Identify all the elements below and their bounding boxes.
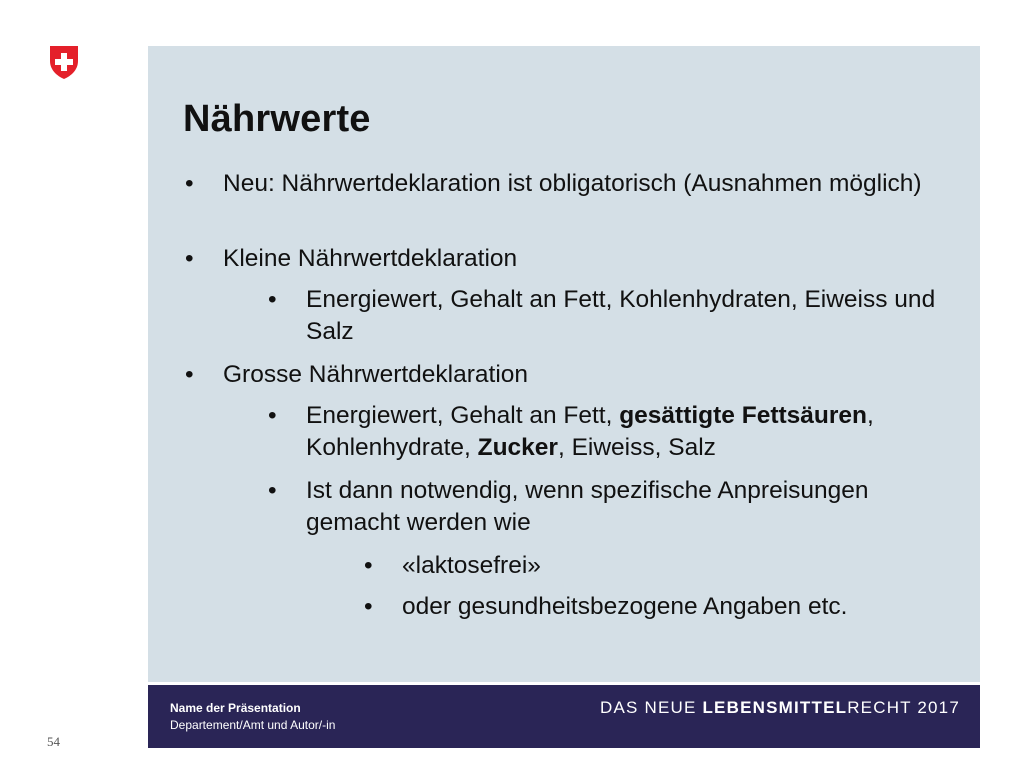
bullet-text-emphasis: gesättigte Fettsäuren (619, 402, 867, 429)
sub-bullet-item (268, 284, 946, 348)
bullet-text: Energiewert, Gehalt an Fett, Kohlenhydraten, Eiweiss und Salz (306, 286, 936, 345)
bullet-item (185, 359, 943, 391)
presentation-name: Name der Präsentation (170, 701, 301, 715)
bullet-text: oder gesundheitsbezogene Angaben etc. (402, 593, 848, 620)
brand-text-bold: LEBENSMITTEL (702, 698, 848, 717)
footer-bar (148, 685, 980, 748)
bullet-text: Ist dann notwendig, wenn spezifische Anpreisungen gemacht werden wie (306, 477, 869, 536)
sub-bullet-item (268, 475, 946, 539)
bullet-text-emphasis: Zucker (477, 434, 558, 461)
bullet-text: «laktosefrei» (402, 552, 541, 579)
bullet-text: Kleine Nährwertdeklaration (223, 245, 518, 272)
bullet-text: Neu: Nährwertdeklaration ist obligatorisch (Ausnahmen möglich) (223, 170, 922, 197)
bullet-text-part: , Eiweiss, Salz (557, 434, 716, 461)
bullet-dot: • (185, 361, 194, 388)
bullet-text-part: , Kohlenhydrate, (306, 402, 874, 461)
sub-sub-bullet-item (364, 591, 962, 623)
bullet-dot: • (185, 245, 194, 272)
brand-wordmark (600, 698, 960, 718)
bullet-text: Grosse Nährwertdeklaration (223, 361, 529, 388)
sub-sub-bullet-item (364, 550, 962, 582)
bullet-dot: • (268, 286, 277, 313)
bullet-text-part: Energiewert, Gehalt an Fett, (306, 402, 620, 429)
brand-text: RECHT 2017 (847, 698, 960, 717)
brand-text: DAS NEUE (600, 698, 703, 717)
page-number: 54 (47, 734, 60, 749)
department-author: Departement/Amt und Autor/-in (170, 718, 336, 732)
bullet-dot: • (268, 477, 277, 504)
bullet-dot: • (268, 402, 277, 429)
bullet-item (185, 168, 943, 200)
sub-bullet-item (268, 400, 946, 464)
bullet-item (185, 243, 943, 275)
bullet-dot: • (185, 170, 194, 197)
bullet-dot: • (364, 552, 373, 579)
bullet-dot: • (364, 593, 373, 620)
slide-title: Nährwerte (183, 98, 371, 140)
